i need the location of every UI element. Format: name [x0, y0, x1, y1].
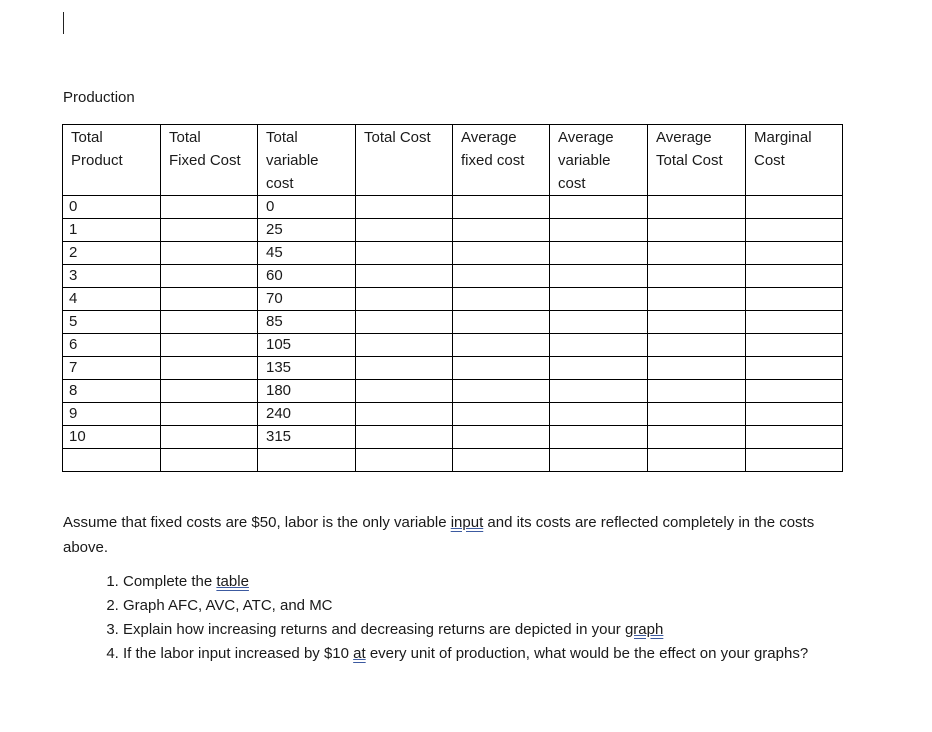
task-text: Explain how increasing returns and decreasing returns are depicted in your	[123, 621, 625, 638]
table-row	[63, 311, 843, 334]
table-cell[interactable]: 10	[63, 426, 161, 449]
table-cell[interactable]	[161, 219, 258, 242]
table-cell[interactable]	[648, 288, 746, 311]
column-header-line: Total	[266, 129, 298, 146]
table-cell[interactable]	[648, 403, 746, 426]
column-header	[356, 125, 453, 196]
table-cell[interactable]	[453, 426, 550, 449]
table-cell[interactable]	[453, 449, 550, 472]
table-row	[63, 334, 843, 357]
table-cell[interactable]	[63, 449, 161, 472]
table-cell[interactable]	[746, 242, 843, 265]
table-cell[interactable]: 25	[258, 219, 356, 242]
paragraph-text: Assume that fixed costs are $50, labor is the only variable	[63, 514, 451, 531]
table-cell[interactable]	[746, 334, 843, 357]
table-cell[interactable]	[453, 334, 550, 357]
table-cell[interactable]	[746, 265, 843, 288]
column-header-line: Total Cost	[656, 152, 723, 169]
column-header-line: Total	[71, 129, 103, 146]
table-row	[63, 357, 843, 380]
table-cell[interactable]	[648, 357, 746, 380]
table-cell[interactable]	[161, 426, 258, 449]
table-cell[interactable]	[550, 449, 648, 472]
table-cell[interactable]	[356, 403, 453, 426]
table-cell[interactable]: 45	[258, 242, 356, 265]
table-cell[interactable]	[648, 449, 746, 472]
grammar-flagged-word[interactable]: input	[450, 514, 484, 531]
column-header-line: Fixed Cost	[169, 152, 241, 169]
table-cell[interactable]	[161, 380, 258, 403]
table-cell[interactable]	[453, 242, 550, 265]
grammar-flagged-word[interactable]: at	[353, 645, 366, 662]
column-header	[63, 125, 161, 196]
table-cell[interactable]	[746, 403, 843, 426]
table-cell[interactable]	[648, 380, 746, 403]
column-header-line: Cost	[754, 152, 785, 169]
table-row	[63, 426, 843, 449]
column-header-line: Total Cost	[364, 129, 431, 146]
table-cell[interactable]	[356, 357, 453, 380]
table-cell[interactable]	[746, 288, 843, 311]
table-cell[interactable]	[648, 196, 746, 219]
task-text: If the labor input increased by $10	[123, 645, 354, 662]
table-cell[interactable]: 4	[63, 288, 161, 311]
table-cell[interactable]: 0	[63, 196, 161, 219]
table-cell[interactable]: 9	[63, 403, 161, 426]
column-header-line: variable	[558, 152, 611, 169]
column-header-line: Product	[71, 152, 123, 169]
column-header-line: fixed cost	[461, 152, 525, 169]
table-cell[interactable]	[356, 311, 453, 334]
column-header-line: variable	[266, 152, 319, 169]
assumption-paragraph	[63, 510, 853, 560]
paragraph-text-end: and its costs are reflected completely in the costs above.	[63, 514, 815, 556]
table-cell[interactable]	[746, 357, 843, 380]
table-cell[interactable]	[161, 265, 258, 288]
table-cell[interactable]	[161, 403, 258, 426]
column-header-line: Average	[461, 129, 517, 146]
table-cell[interactable]	[453, 380, 550, 403]
text-cursor	[63, 12, 64, 34]
table-cell[interactable]	[161, 311, 258, 334]
table-cell[interactable]: 6	[63, 334, 161, 357]
table-cell[interactable]	[648, 334, 746, 357]
table-cell[interactable]: 2	[63, 242, 161, 265]
table-cell[interactable]	[550, 288, 648, 311]
table-cell[interactable]: 315	[258, 426, 356, 449]
table-row	[63, 196, 843, 219]
table-cell[interactable]	[550, 242, 648, 265]
table-cell[interactable]	[550, 380, 648, 403]
table-cell[interactable]	[648, 426, 746, 449]
column-header	[550, 125, 648, 196]
table-cell[interactable]	[648, 242, 746, 265]
table-cell[interactable]	[550, 265, 648, 288]
table-header-row	[63, 125, 843, 196]
table-cell[interactable]	[161, 196, 258, 219]
task-text: Graph AFC, AVC, ATC, and MC	[123, 597, 333, 614]
table-cell[interactable]	[746, 449, 843, 472]
table-cell[interactable]	[550, 403, 648, 426]
table-cell[interactable]	[161, 242, 258, 265]
table-cell[interactable]: 240	[258, 403, 356, 426]
table-cell[interactable]: 60	[258, 265, 356, 288]
table-cell[interactable]	[550, 311, 648, 334]
table-cell[interactable]: 180	[258, 380, 356, 403]
task-text: Complete the	[123, 573, 217, 590]
table-cell[interactable]	[453, 311, 550, 334]
column-header-line: Average	[656, 129, 712, 146]
table-cell[interactable]	[746, 426, 843, 449]
table-cell[interactable]	[550, 357, 648, 380]
production-cost-table	[62, 124, 843, 472]
task-item	[123, 570, 853, 594]
table-cell[interactable]	[453, 265, 550, 288]
grammar-flagged-word[interactable]: table	[216, 573, 249, 590]
column-header-line: cost	[266, 175, 294, 192]
table-cell[interactable]	[648, 265, 746, 288]
column-header-line: cost	[558, 175, 586, 192]
table-cell[interactable]: 5	[63, 311, 161, 334]
table-cell[interactable]: 1	[63, 219, 161, 242]
table-cell[interactable]	[746, 196, 843, 219]
table-cell[interactable]: 3	[63, 265, 161, 288]
table-cell[interactable]	[453, 403, 550, 426]
section-heading: Production	[63, 89, 135, 106]
table-cell[interactable]	[746, 311, 843, 334]
table-cell[interactable]: 105	[258, 334, 356, 357]
table-cell[interactable]	[356, 380, 453, 403]
column-header-line: Total	[169, 129, 201, 146]
table-row	[63, 219, 843, 242]
grammar-flagged-word[interactable]: graph	[624, 621, 664, 638]
table-cell[interactable]	[356, 426, 453, 449]
table-cell[interactable]: 70	[258, 288, 356, 311]
table-cell[interactable]	[356, 219, 453, 242]
table-cell[interactable]	[161, 334, 258, 357]
table-cell[interactable]	[746, 219, 843, 242]
column-header-line: Marginal	[754, 129, 812, 146]
table-cell[interactable]	[648, 311, 746, 334]
column-header-line: Average	[558, 129, 614, 146]
task-item	[123, 618, 853, 642]
table-cell[interactable]	[356, 196, 453, 219]
table-cell[interactable]	[648, 219, 746, 242]
table-cell[interactable]: 135	[258, 357, 356, 380]
column-header	[648, 125, 746, 196]
table-cell[interactable]	[356, 242, 453, 265]
table-cell[interactable]: 85	[258, 311, 356, 334]
table-cell[interactable]: 8	[63, 380, 161, 403]
table-row	[63, 242, 843, 265]
table-cell[interactable]	[453, 196, 550, 219]
table-cell[interactable]	[550, 219, 648, 242]
table-cell[interactable]	[746, 380, 843, 403]
table-cell[interactable]	[161, 449, 258, 472]
table-cell[interactable]	[453, 288, 550, 311]
table-row	[63, 449, 843, 472]
table-cell[interactable]	[550, 196, 648, 219]
task-item	[123, 594, 853, 618]
column-header	[746, 125, 843, 196]
table-cell[interactable]	[550, 334, 648, 357]
table-cell[interactable]	[356, 288, 453, 311]
table-row	[63, 265, 843, 288]
task-item	[123, 642, 853, 666]
column-header	[258, 125, 356, 196]
table-cell[interactable]	[356, 265, 453, 288]
table-cell[interactable]	[453, 219, 550, 242]
table-cell[interactable]	[356, 449, 453, 472]
table-cell[interactable]	[550, 426, 648, 449]
table-row	[63, 403, 843, 426]
task-text-end: every unit of production, what would be the effect on your graphs?	[365, 645, 809, 662]
table-cell[interactable]	[258, 449, 356, 472]
table-cell[interactable]	[161, 288, 258, 311]
table-row	[63, 288, 843, 311]
column-header	[161, 125, 258, 196]
table-cell[interactable]	[453, 357, 550, 380]
table-cell[interactable]	[356, 334, 453, 357]
table-row	[63, 380, 843, 403]
table-cell[interactable]	[161, 357, 258, 380]
column-header	[453, 125, 550, 196]
table-cell[interactable]: 7	[63, 357, 161, 380]
task-list	[63, 570, 853, 666]
table-cell[interactable]: 0	[258, 196, 356, 219]
